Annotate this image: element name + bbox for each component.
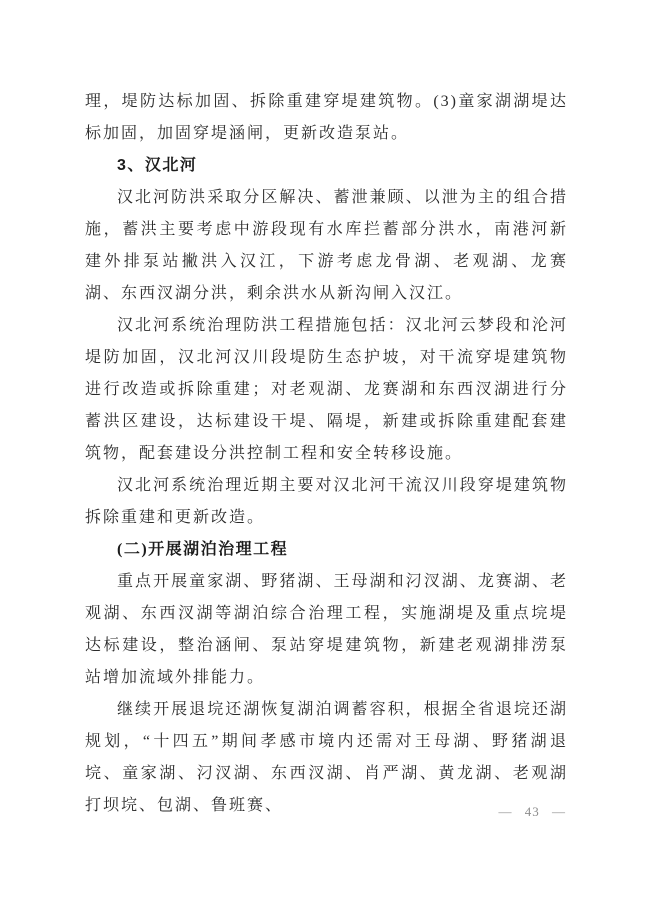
- page-number: — 43 —: [498, 804, 566, 819]
- paragraph: 汉北河系统治理防洪工程措施包括：汉北河云梦段和沦河堤防加固，汉北河汉川段堤防生态护坡，对干流穿堤建筑物进行改造或拆除重建；对老观湖、龙赛湖和东西汊湖进行分蓄洪区建设，达标建设干堤、隔堤，新建或拆除重建配套建筑物，配套建设分洪控制工程和安全转移设施。: [85, 317, 568, 462]
- paragraph: 汉北河防洪采取分区解决、蓄泄兼顾、以泄为主的组合措施，蓄洪主要考虑中游段现有水库拦蓄部分洪水，南港河新建外排泵站撇洪入汉江，下游考虑龙骨湖、老观湖、龙赛湖、东西汊湖分洪，剩余洪水从新沟闸入汉江。: [85, 189, 568, 302]
- paragraph: 重点开展童家湖、野猪湖、王母湖和汈汊湖、龙赛湖、老观湖、东西汊湖等湖泊综合治理工程，实施湖堤及重点垸堤达标建设，整治涵闸、泵站穿堤建筑物，新建老观湖排涝泵站增加流域外排能力。: [85, 573, 568, 686]
- paragraph: 继续开展退垸还湖恢复湖泊调蓄容积，根据全省退垸还湖规划，“十四五”期间孝感市境内还需对王母湖、野猪湖退垸、童家湖、汈汊湖、东西汊湖、肖严湖、黄龙湖、老观湖打坝垸、包湖、鲁班赛、: [85, 701, 568, 814]
- page-content: [85, 86, 568, 822]
- section-heading-lake-treatment: (二)开展湖泊治理工程: [117, 541, 289, 558]
- paragraph-continuation: 理，堤防达标加固、拆除重建穿堤建筑物。(3)童家湖湖堤达标加固，加固穿堤涵闸，更新改造泵站。: [85, 93, 568, 142]
- section-heading-hanbei-river: 3、汉北河: [117, 157, 198, 174]
- paragraph: 汉北河系统治理近期主要对汉北河干流汉川段穿堤建筑物拆除重建和更新改造。: [85, 477, 568, 526]
